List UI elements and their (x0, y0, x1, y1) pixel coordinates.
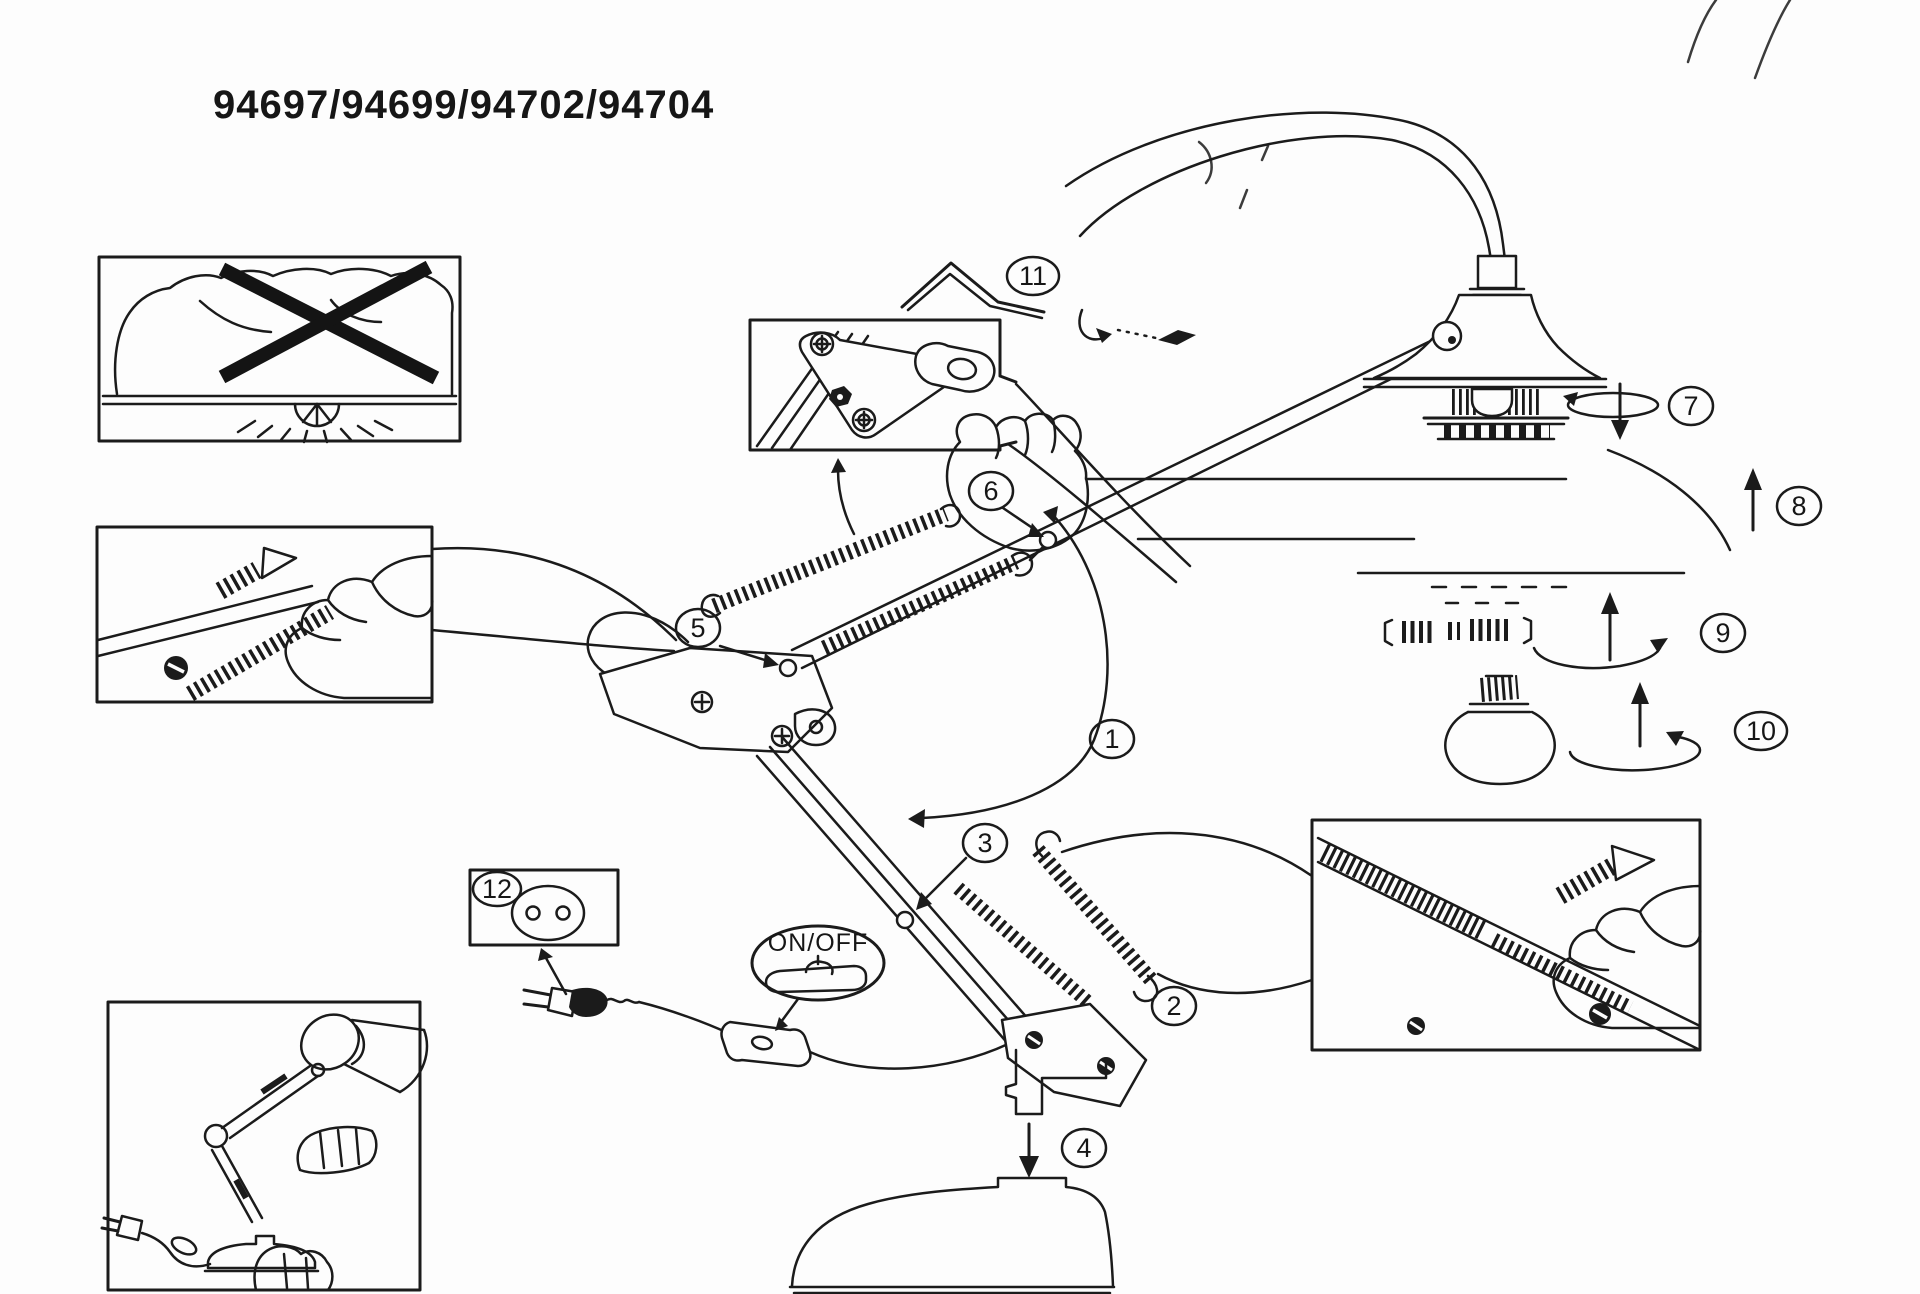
cord-arc (1066, 113, 1505, 260)
base-dome (790, 1178, 1114, 1293)
page-title: 94697/94699/94702/94704 (213, 83, 715, 127)
cord-wiggle (607, 999, 639, 1003)
power-cord-figure (524, 948, 1008, 1069)
tension-spring (1038, 850, 1153, 982)
callout-8 (1777, 487, 1821, 525)
callout-1 (1090, 720, 1134, 758)
leader-line (432, 630, 674, 651)
bell-shade (1374, 295, 1600, 378)
knuckle-pin (1448, 336, 1456, 344)
ring-bracket-left (1385, 620, 1392, 645)
socket-notch (1472, 389, 1512, 416)
callout-number: 4 (1076, 1133, 1092, 1163)
bulb-figure (1445, 676, 1700, 784)
leader-line (432, 548, 676, 640)
shade-edge (103, 396, 456, 404)
mini-upper-arm (222, 1066, 318, 1138)
mini-lamp-head (291, 1003, 427, 1092)
callout-number: 3 (977, 828, 993, 858)
rotate-shade-arrow (1563, 384, 1730, 550)
bracket-plate (1002, 1004, 1146, 1106)
head-knuckle (1433, 322, 1461, 350)
spring-grip-detail-left (97, 527, 432, 702)
warning-no-cover-figure (99, 257, 460, 442)
socket-cap (1478, 256, 1516, 288)
callout-number: 10 (1745, 716, 1777, 746)
shade-brim (1364, 379, 1606, 387)
lift-arrow (1744, 468, 1762, 530)
usage-box-border (108, 1002, 420, 1290)
callout3-arrow (926, 858, 966, 898)
magnifier-arrow (781, 999, 798, 1022)
bulb-glass (1445, 712, 1554, 784)
callout-number: 1 (1104, 724, 1120, 754)
arc-arrow-head (908, 809, 925, 828)
callout-9 (1701, 614, 1745, 652)
socket-hole (527, 907, 540, 920)
callout-5 (676, 609, 720, 647)
direction-arrow-head (1612, 846, 1654, 880)
callout-3 (963, 824, 1007, 862)
hand-gripping-spring (1554, 886, 1701, 1028)
ring-bracket-right (1524, 618, 1531, 643)
bulb-neck (1468, 704, 1530, 712)
callout-2 (1152, 987, 1196, 1025)
cord-to-switch (639, 1002, 728, 1033)
arm-hole (897, 912, 913, 928)
callout-number: 2 (1166, 991, 1182, 1021)
socket-hole (557, 907, 570, 920)
plate-screw-icon (692, 692, 712, 712)
switch-drawing (766, 962, 866, 992)
callout6-arrow (1003, 508, 1034, 529)
ring-twist-arrow (1534, 592, 1668, 668)
callout-11 (1007, 257, 1059, 295)
direction-arrow-shaft (1560, 865, 1614, 896)
inline-switch (721, 1022, 810, 1066)
bulb-under-shade (295, 404, 339, 426)
rotate-arrow-head (1563, 392, 1578, 406)
mini-elbow (205, 1125, 227, 1147)
spring-coil (1494, 940, 1630, 1008)
grub-screw-icon (1158, 330, 1196, 345)
wall-socket-figure (470, 870, 618, 945)
triangle-key-figure (902, 263, 1196, 345)
scan-marks (1199, 0, 1790, 208)
elbow-joint (588, 612, 835, 752)
hand-gripping-spring (286, 556, 433, 698)
head-bracket-detail-box (750, 320, 1190, 582)
assembled-lamp-figure (102, 1002, 427, 1290)
direction-arrow-head (262, 548, 296, 578)
hand-on-table (298, 1127, 377, 1173)
callout-10 (1735, 712, 1787, 750)
callout-number: 8 (1791, 491, 1807, 521)
light-rays (238, 421, 392, 442)
callout-4 (1062, 1129, 1106, 1167)
cord-arc (1080, 136, 1491, 260)
onoff-magnifier (752, 926, 884, 1031)
callout-6 (969, 472, 1013, 510)
insert-arrow-head (1019, 1156, 1039, 1178)
plate-screw-icon (853, 409, 875, 431)
motion-arc (1608, 450, 1730, 550)
lamp-head (1066, 113, 1606, 439)
arm-tube (1318, 838, 1700, 1050)
twist-ellipse (1570, 737, 1700, 770)
shade-ring-parts (1086, 479, 1684, 645)
rotate-curl-head (1096, 328, 1112, 343)
callout-number: 9 (1715, 618, 1731, 648)
spring-coil (190, 612, 330, 694)
base-bracket (1002, 1004, 1146, 1178)
direction-arrow-shaft (220, 570, 257, 591)
spring-hole (780, 660, 796, 676)
onoff-label: ON/OFF (767, 929, 869, 957)
upper-arm (702, 334, 1450, 668)
callout-number: 7 (1683, 391, 1699, 421)
spring-grip-detail-right (1312, 820, 1700, 1050)
mini-cord-plug (102, 1216, 210, 1266)
cord-to-bracket (810, 1044, 1008, 1069)
nut-hole (837, 394, 843, 400)
up-arrow-to-box (838, 470, 854, 534)
socket-face-icon (512, 886, 584, 940)
callout-7 (1669, 387, 1713, 425)
pivot-motion-arc (908, 506, 1108, 828)
callout-number: 5 (690, 613, 706, 643)
dotted-trail (1118, 330, 1156, 338)
detail-box-border (1312, 820, 1700, 1050)
arm-hatch (1324, 852, 1482, 930)
callout-number: 11 (1018, 261, 1048, 291)
callout-number: 6 (983, 476, 999, 506)
plug-body-icon (569, 988, 608, 1017)
bulb-thread (1481, 687, 1518, 690)
cloth-wrinkle (200, 301, 271, 332)
callout-12 (473, 872, 521, 906)
down-arrow-head (1611, 420, 1629, 440)
balance-spring (824, 562, 1016, 648)
up-arrow-head (831, 458, 846, 473)
callout-number: 12 (481, 874, 513, 904)
cross-out-x-icon (222, 267, 436, 378)
leader-line (1062, 833, 1312, 876)
plate-screw-icon (811, 333, 833, 355)
up-arrow-head (1631, 682, 1649, 704)
